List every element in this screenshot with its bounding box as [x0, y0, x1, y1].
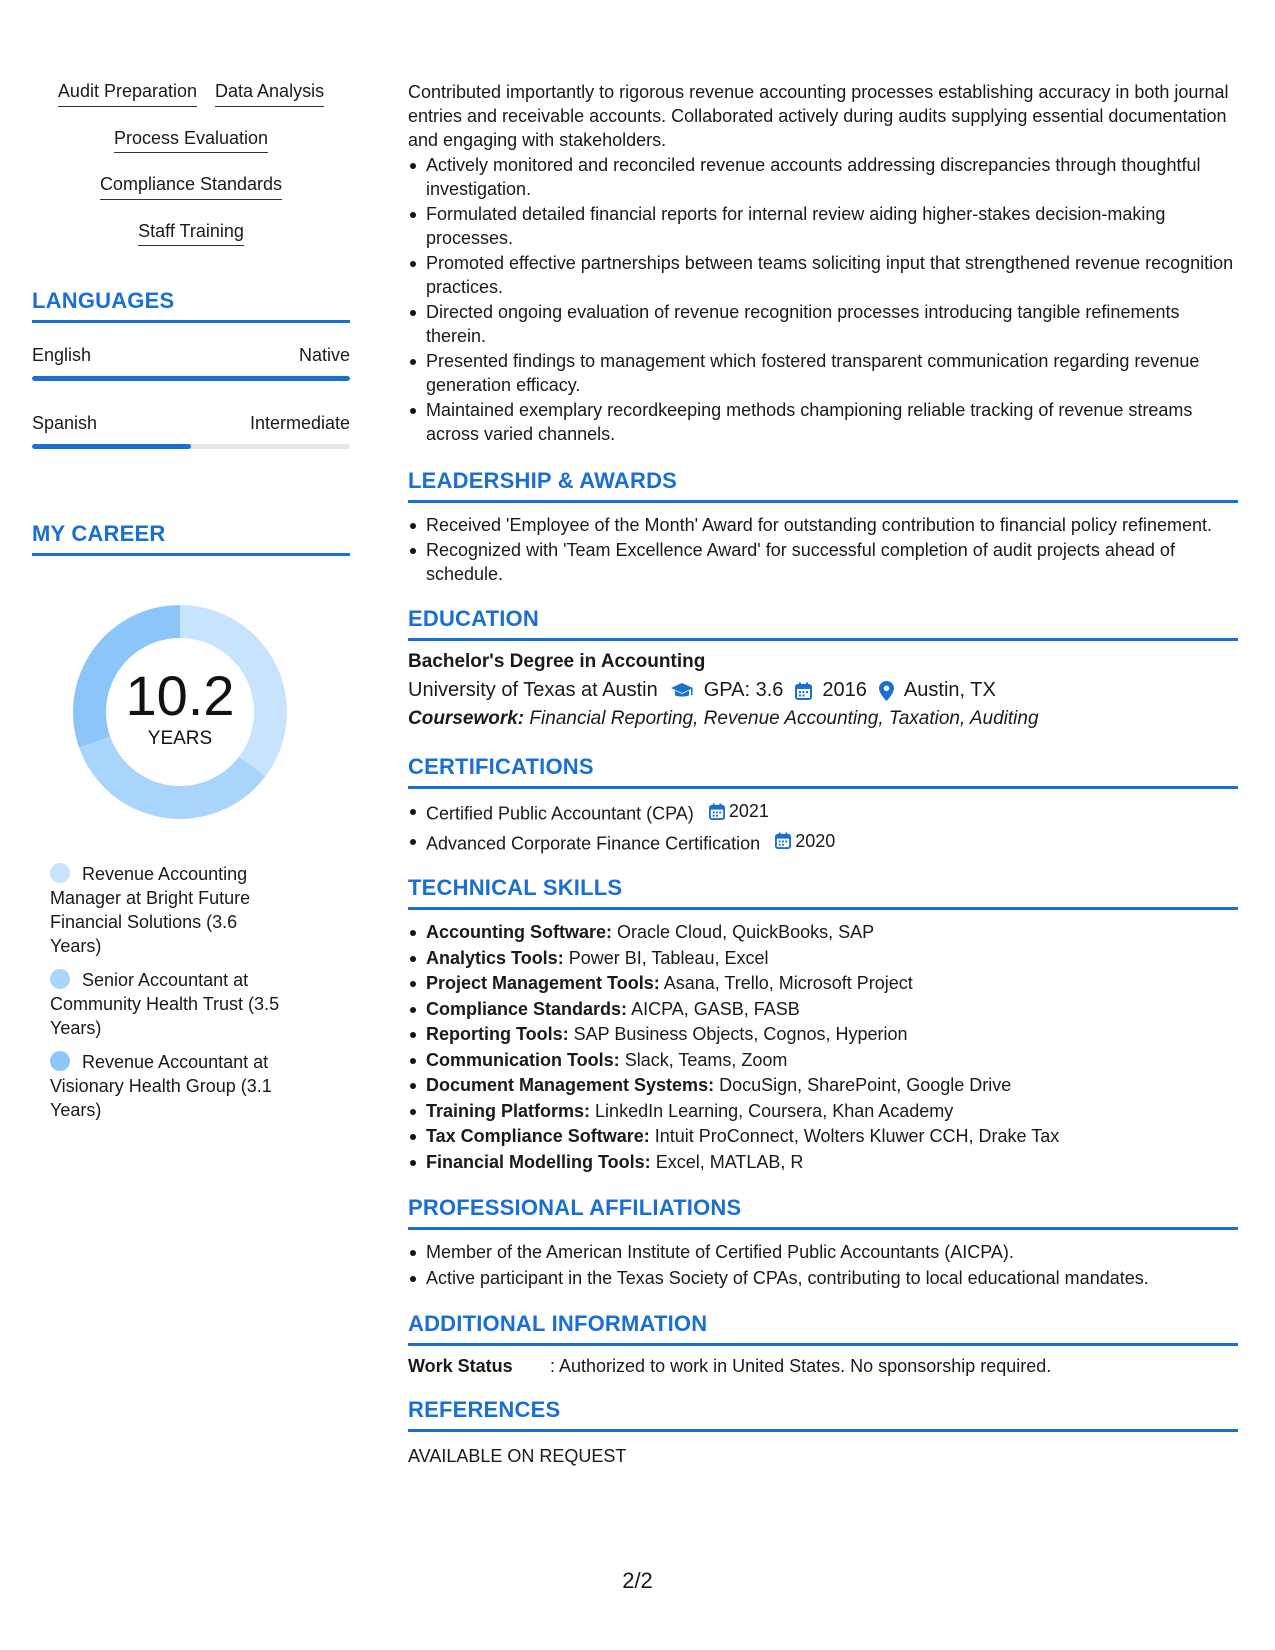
school-name: University of Texas at Austin — [408, 679, 658, 701]
skill-tag: Data Analysis — [215, 80, 324, 107]
career-legend-item — [50, 1050, 292, 1122]
education-heading: EDUCATION — [408, 606, 1238, 641]
skill-values: Excel, MATLAB, R — [655, 1151, 804, 1172]
gpa: GPA: 3.6 — [703, 679, 784, 701]
language-level-bar — [32, 444, 350, 449]
coursework-list: Financial Reporting, Revenue Accounting, Taxation, Auditing — [529, 708, 1039, 729]
skill-tag: Audit Preparation — [58, 80, 197, 107]
language-item — [32, 345, 350, 381]
right-column — [408, 80, 1238, 1467]
language-level-bar — [32, 376, 350, 381]
references-heading: REFERENCES — [408, 1397, 1238, 1432]
affiliations-heading: PROFESSIONAL AFFILIATIONS — [408, 1195, 1238, 1230]
experience-bullets — [408, 153, 1238, 446]
education-section — [408, 606, 1238, 730]
legend-dot — [50, 969, 70, 989]
career-total-years: 10.2 — [125, 664, 235, 727]
skill-category: Document Management Systems: — [426, 1075, 715, 1095]
cert-year: 2020 — [795, 830, 836, 851]
certifications-section — [408, 754, 1238, 855]
location-pin-icon — [879, 681, 894, 701]
skill-values: Asana, Trello, Microsoft Project — [663, 973, 913, 993]
list-item: Member of the American Institute of Certified Public Accountants (AICPA). — [408, 1240, 1238, 1266]
list-item — [408, 1124, 1238, 1150]
language-level: Native — [298, 345, 350, 365]
skill-category: Compliance Standards: — [426, 998, 628, 1019]
list-item: Directed ongoing evaluation of revenue recognition processes introducing tangible refinements therein. — [408, 300, 1238, 348]
technical-skills-heading: TECHNICAL SKILLS — [408, 875, 1238, 910]
calendar-icon — [709, 803, 725, 820]
skill-category: Training Platforms: — [426, 1100, 591, 1121]
career-item-text: Revenue Accountant at Visionary Health Group (3.1 Years) — [50, 1052, 272, 1120]
additional-info-heading: ADDITIONAL INFORMATION — [408, 1311, 1238, 1346]
legend-dot — [50, 863, 70, 883]
list-item — [408, 997, 1238, 1023]
skill-values: Oracle Cloud, QuickBooks, SAP — [617, 922, 875, 942]
skill-values: Slack, Teams, Zoom — [624, 1049, 788, 1070]
language-name: Spanish — [32, 413, 98, 433]
language-level-fill — [32, 444, 191, 449]
references-text: AVAILABLE ON REQUEST — [408, 1446, 627, 1466]
cert-name: Advanced Corporate Finance Certification — [426, 833, 761, 853]
education-location: Austin, TX — [903, 679, 996, 701]
skill-category: Financial Modelling Tools: — [426, 1151, 651, 1172]
work-status-value: : Authorized to work in United States. No sponsorship required. — [550, 1356, 1052, 1376]
career-heading: MY CAREER — [32, 521, 350, 556]
list-item — [408, 1048, 1238, 1074]
list-item: Promoted effective partnerships between teams soliciting input that strengthened revenue recognition practices. — [408, 251, 1238, 299]
list-item — [408, 1022, 1238, 1048]
skill-values: LinkedIn Learning, Coursera, Khan Academy — [595, 1100, 954, 1121]
affiliations-section — [408, 1195, 1238, 1291]
list-item: Recognized with 'Team Excellence Award' for successful completion of audit projects ahead of schedule. — [408, 538, 1238, 586]
list-item — [408, 971, 1238, 997]
work-status-label: Work Status — [408, 1356, 513, 1376]
career-years-label: YEARS — [147, 728, 213, 749]
list-item — [408, 1150, 1238, 1176]
career-legend — [32, 862, 292, 1122]
list-item — [408, 1099, 1238, 1125]
calendar-icon — [775, 832, 791, 849]
list-item: Received 'Employee of the Month' Award for outstanding contribution to financial policy refinement. — [408, 513, 1238, 537]
skill-category: Analytics Tools: — [426, 947, 564, 968]
career-legend-item — [50, 862, 292, 958]
career-legend-item — [50, 968, 292, 1040]
skill-category: Project Management Tools: — [426, 973, 660, 993]
graduation-year: 2016 — [822, 679, 867, 701]
calendar-icon — [795, 682, 812, 700]
leadership-heading: LEADERSHIP & AWARDS — [408, 468, 1238, 503]
career-item-text: Revenue Accounting Manager at Bright Future Financial Solutions (3.6 Years) — [50, 864, 251, 956]
skill-tag: Process Evaluation — [114, 127, 268, 154]
left-column — [32, 80, 350, 1132]
references-section — [408, 1397, 1238, 1467]
language-name: English — [32, 345, 92, 365]
skill-values: DocuSign, SharePoint, Google Drive — [719, 1075, 1012, 1095]
list-item: Actively monitored and reconciled revenue accounts addressing discrepancies through thoughtful investigation. — [408, 153, 1238, 201]
technical-skills-section — [408, 875, 1238, 1175]
skill-category: Communication Tools: — [426, 1049, 620, 1070]
education-details — [408, 679, 1238, 702]
language-level: Intermediate — [249, 413, 350, 433]
career-donut-chart — [66, 598, 294, 826]
list-item: Active participant in the Texas Society of CPAs, contributing to local educational mandates. — [408, 1266, 1238, 1292]
skill-category: Reporting Tools: — [426, 1024, 569, 1044]
list-item — [408, 829, 1238, 856]
coursework-label: Coursework: — [408, 708, 525, 729]
cert-year: 2021 — [728, 801, 769, 821]
list-item — [408, 920, 1238, 946]
skill-values: Intuit ProConnect, Wolters Kluwer CCH, Drake Tax — [654, 1126, 1060, 1146]
list-item: Presented findings to management which fostered transparent communication regarding revenue generation efficacy. — [408, 349, 1238, 397]
cert-name: Certified Public Accountant (CPA) — [426, 803, 694, 824]
list-item: Formulated detailed financial reports for internal review aiding higher-stakes decision-making processes. — [408, 202, 1238, 250]
skill-values: AICPA, GASB, FASB — [631, 998, 800, 1019]
leadership-section — [408, 468, 1238, 586]
languages-heading: LANGUAGES — [32, 288, 350, 323]
experience-summary: Contributed importantly to rigorous revenue accounting processes establishing accuracy in both journal entries and receivable accounts. Collaborated actively during audits supplying essential documentation and engaging with stakeholders. — [408, 82, 1229, 150]
degree-title: Bachelor's Degree in Accounting — [408, 651, 706, 672]
skill-values: SAP Business Objects, Cognos, Hyperion — [573, 1024, 908, 1044]
graduation-cap-icon — [670, 682, 694, 700]
list-item — [408, 946, 1238, 972]
technical-skills-list — [408, 920, 1238, 1175]
career-item-text: Senior Accountant at Community Health Trust (3.5 Years) — [50, 970, 280, 1038]
legend-dot — [50, 1051, 70, 1071]
language-item — [32, 413, 350, 449]
skill-tag: Compliance Standards — [100, 173, 282, 200]
skill-values: Power BI, Tableau, Excel — [568, 947, 769, 968]
certifications-heading: CERTIFICATIONS — [408, 754, 1238, 789]
skills-tags — [32, 80, 350, 246]
skill-category: Tax Compliance Software: — [426, 1126, 650, 1146]
language-level-fill — [32, 376, 350, 381]
skill-tag: Staff Training — [138, 220, 244, 247]
skill-category: Accounting Software: — [426, 922, 613, 942]
list-item — [408, 799, 1238, 826]
additional-info-section — [408, 1311, 1238, 1377]
list-item — [408, 1073, 1238, 1099]
page-number: 2/2 — [622, 1568, 653, 1593]
work-status-row — [408, 1356, 1238, 1377]
coursework — [408, 708, 1238, 730]
list-item: Maintained exemplary recordkeeping methods championing reliable tracking of revenue streams across varied channels. — [408, 398, 1238, 446]
